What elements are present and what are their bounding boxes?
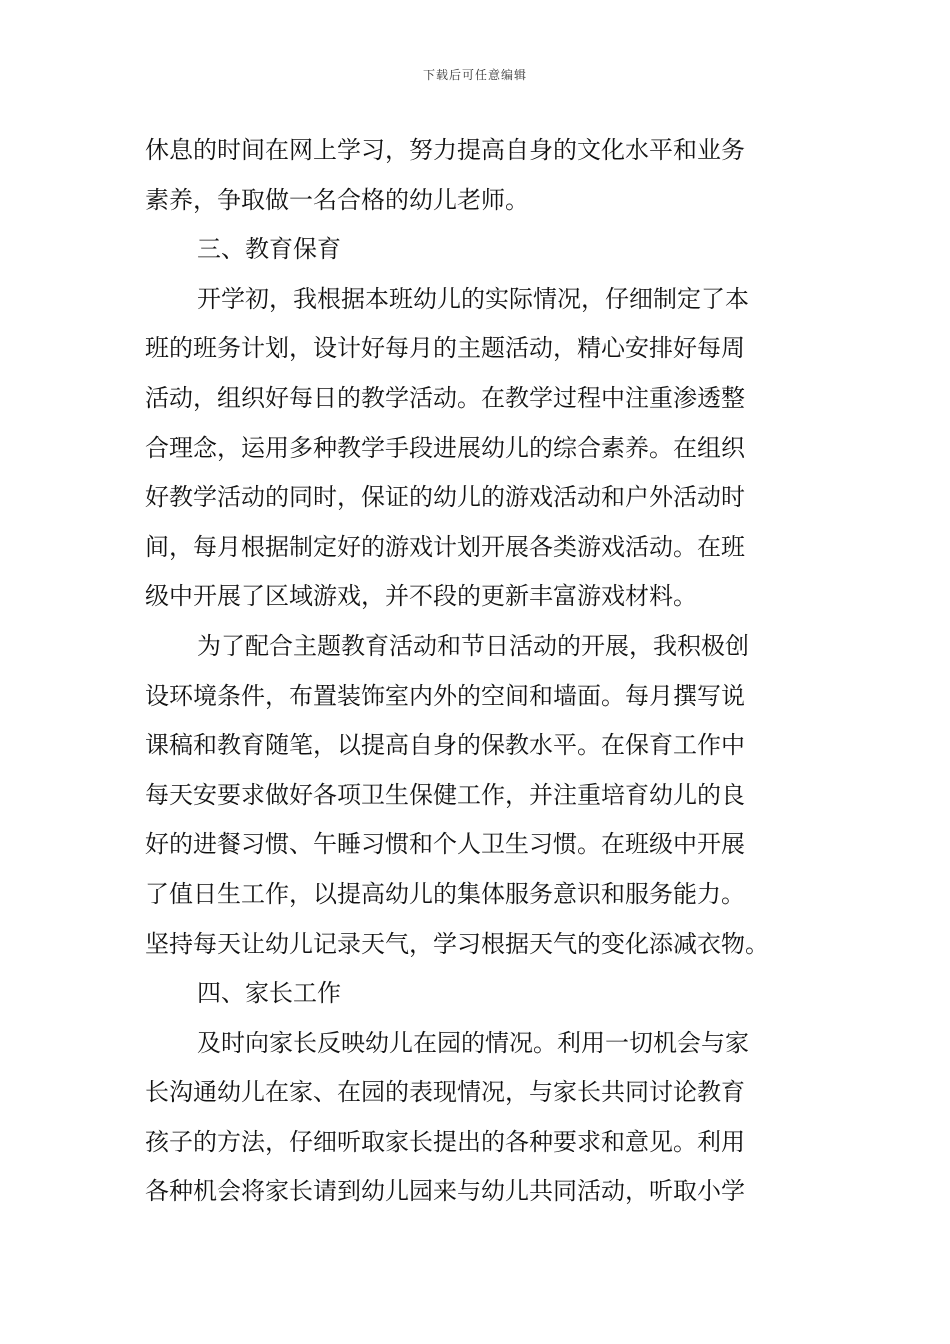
text-line: 各种机会将家长请到幼儿园来与幼儿共同活动，听取小学: [145, 1177, 745, 1206]
text-line: 好的进餐习惯、午睡习惯和个人卫生习惯。在班级中开展: [145, 830, 745, 859]
text-line: 级中开展了区域游戏，并不段的更新丰富游戏材料。: [145, 582, 697, 611]
text-line: 及时向家长反映幼儿在园的情况。利用一切机会与家: [197, 1028, 749, 1057]
header-note: 下载后可任意编辑: [422, 68, 527, 82]
text-line: 合理念，运用多种教学手段进展幼儿的综合素养。在组织: [145, 433, 745, 462]
text-line: 班的班务计划，设计好每月的主题活动，精心安排好每周: [145, 334, 745, 363]
text-line: 素养，争取做一名合格的幼儿老师。: [145, 185, 529, 214]
text-line: 好教学活动的同时，保证的幼儿的游戏活动和户外活动时: [145, 483, 745, 512]
section-heading: 四、家长工作: [197, 979, 341, 1008]
text-line: 活动，组织好每日的教学活动。在教学过程中注重渗透整: [145, 383, 745, 412]
document-body: [145, 126, 810, 1217]
text-line: 课稿和教育随笔，以提高自身的保教水平。在保育工作中: [145, 731, 745, 760]
section-heading: 三、教育保育: [197, 235, 341, 264]
text-line: 每天安要求做好各项卫生保健工作，并注重培育幼儿的良: [145, 780, 745, 809]
text-line: 设环境条件，布置装饰室内外的空间和墙面。每月撰写说: [145, 681, 745, 710]
text-line: 孩子的方法，仔细听取家长提出的各种要求和意见。利用: [145, 1127, 745, 1156]
text-line: 开学初，我根据本班幼儿的实际情况，仔细制定了本: [197, 284, 749, 313]
text-line: 休息的时间在网上学习，努力提高自身的文化水平和业务: [145, 136, 745, 164]
text-line: 长沟通幼儿在家、在园的表现情况，与家长共同讨论教育: [145, 1078, 745, 1107]
text-line: 为了配合主题教育活动和节日活动的开展，我积极创: [197, 631, 749, 660]
text-line: 间，每月根据制定好的游戏计划开展各类游戏活动。在班: [145, 532, 745, 561]
text-line: 了值日生工作，以提高幼儿的集体服务意识和服务能力。: [145, 879, 745, 908]
text-line: 坚持每天让幼儿记录天气，学习根据天气的变化添减衣物。: [145, 929, 769, 958]
